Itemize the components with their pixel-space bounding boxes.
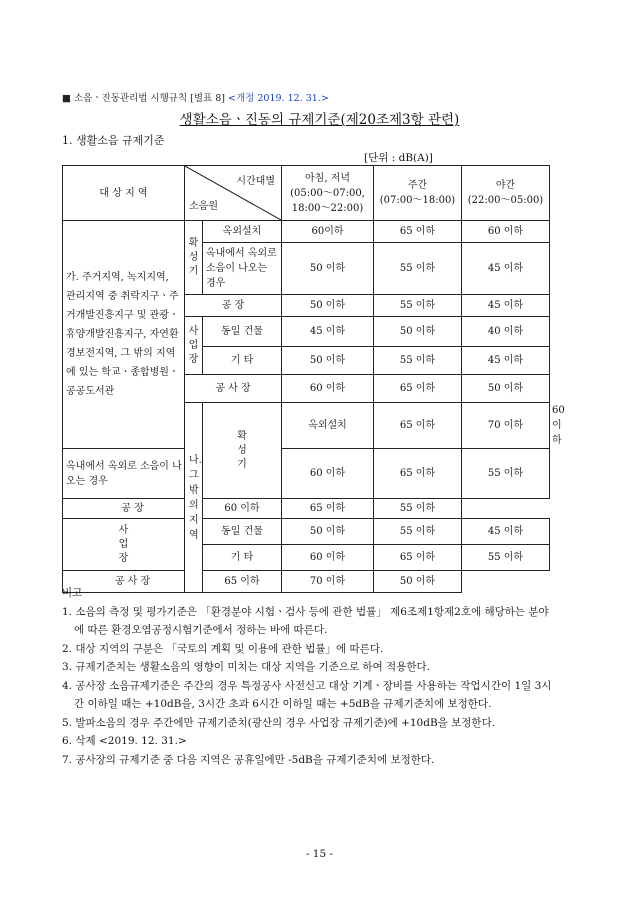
source-outdoor: 옥외설치 [282,403,374,449]
table-cell: 55 이하 [374,347,462,375]
remark-item: 4. 공사장 소음규제기준은 주간의 경우 특정공사 사전신고 대상 기계ㆍ장비를 사용하는 작업시간이 1일 3시간 이하일 때는 +10dB을, 3시간 초과 6시간 이하일 때는 +5dB을 규제기준치에 보정한다. [62,679,552,710]
source-factory: 공 장 [63,499,203,519]
table-cell: 45 이하 [462,295,550,317]
header-reference: ■ 소음ㆍ진동관리법 시행규칙 [별표 8] [62,93,225,104]
source-same-building: 동일 건물 [203,317,282,347]
table-cell: 45 이하 [462,243,550,295]
table-cell: 55 이하 [462,449,550,499]
table-cell: 60이하 [282,221,374,243]
group-speaker: 확 성 기 [203,403,282,499]
table-cell: 60 이하 [282,375,374,403]
header-area: 대 상 지 역 [63,166,185,221]
table-cell: 70 이하 [282,571,374,593]
source-other: 기 타 [203,545,282,571]
table-cell: 60 이하 [282,449,374,499]
section-title: 1. 생활소음 규제기준 [62,134,165,147]
header-col-night: 야간 (22:00～05:00) [462,166,550,221]
table-cell: 50 이하 [282,347,374,375]
table-cell: 50 이하 [282,295,374,317]
table-cell: 65 이하 [374,449,462,499]
table-cell: 45 이하 [282,317,374,347]
group-factory: 사 업 장 [185,317,203,375]
table-cell: 60 이하 [462,221,550,243]
table-cell: 55 이하 [462,545,550,571]
table-row [63,221,550,243]
header-diagonal-cell [185,166,282,221]
remark-item: 5. 발파소음의 경우 주간에만 규제기준치(광산의 경우 사업장 규제기준)에 +10dB을 보정한다. [62,716,496,729]
table-cell: 55 이하 [374,499,462,519]
source-outdoor: 옥외설치 [203,221,282,243]
noise-regulation-table [62,165,565,593]
area-b-label: 나. 그 밖의 지역 [185,403,203,593]
area-a-label: 가. 주거지역, 녹지지역, 관리지역 중 취락지구ㆍ주거개발진흥지구 및 관광ㆍ휴양개발진흥지구, 자연환경보전지역, 그 밖의 지역에 있는 학교ㆍ종합병원ㆍ공공도서관 [63,221,185,449]
remarks-heading: 비고 [62,587,83,599]
table-cell: 65 이하 [374,545,462,571]
table-cell: 60 이하 [282,545,374,571]
table-cell: 55 이하 [374,519,462,545]
source-indoor: 옥내에서 옥외로 소음이 나오는 경우 [203,243,282,295]
remark-item: 1. 소음의 측정 및 평가기준은 「환경분야 시험ㆍ검사 등에 관한 법률」 제6조제1항제2호에 해당하는 분야에 따른 환경오염공정시험기준에서 정하는 바에 따른다. [62,605,549,636]
source-indoor: 옥내에서 옥외로 소음이 나오는 경우 [63,449,185,499]
table-cell: 50 이하 [462,375,550,403]
table-cell: 50 이하 [374,317,462,347]
source-factory: 공 장 [185,295,282,317]
table-cell: 65 이하 [282,499,374,519]
table-cell: 65 이하 [203,571,282,593]
source-construction: 공 사 장 [63,571,203,593]
title-sub: (제20조제3항 관련) [340,112,460,128]
table-header-row [63,166,550,221]
source-other: 기 타 [203,347,282,375]
group-factory: 사 업 장 [63,519,185,571]
page-number: - 15 - [305,848,334,860]
table-cell: 45 이하 [462,519,550,545]
unit-label: [단위 : dB(A)] [364,152,433,164]
document-title [0,108,639,128]
remark-item: 3. 규제기준치는 생활소음의 영향이 미치는 대상 지역을 기준으로 하여 적용한다. [62,661,430,673]
remark-item: 6. 삭제 <2019. 12. 31.> [62,735,187,747]
header-time-band: 시간대별 [236,176,275,187]
group-speaker: 확 성 기 [185,221,203,295]
header-source: 소음원 [189,201,218,212]
table-cell: 70 이하 [462,403,550,449]
remark-item: 2. 대상 지역의 구분은 「국토의 계획 및 이용에 관한 법률」에 따른다. [62,642,384,655]
table-cell: 65 이하 [374,375,462,403]
header-col-day: 주간 (07:00～18:00) [374,166,462,221]
remark-item: 7. 공사장의 규제기준 중 다음 지역은 공휴일에만 -5dB을 규제기준치에 보정한다. [62,753,435,766]
table-cell: 45 이하 [462,347,550,375]
document-header [62,90,329,104]
table-row [63,499,550,519]
table-row [63,519,550,545]
source-construction: 공 사 장 [185,375,282,403]
table-row [63,449,550,499]
source-same-building: 동일 건물 [203,519,282,545]
table-cell: 65 이하 [374,403,462,449]
header-col-morning-evening: 아침, 저녁 (05:00～07:00, 18:00～22:00) [282,166,374,221]
table-cell: 40 이하 [462,317,550,347]
table-cell: 55 이하 [374,243,462,295]
amendment-note: <개정 2019. 12. 31.> [228,93,329,104]
table-cell: 50 이하 [374,571,462,593]
table-row: 나. 그 밖의 지역 확 성 기 옥외설치 65 이하 70 이하 60 이하 [63,403,550,449]
table-cell: 50 이하 [282,243,374,295]
table-cell: 50 이하 [282,519,374,545]
table-cell: 60 이하 [203,499,282,519]
table-cell: 65 이하 [374,221,462,243]
table-cell: 55 이하 [374,295,462,317]
remarks-section [62,584,552,769]
title-main: 생활소음ㆍ진동의 규제기준 [179,112,341,128]
